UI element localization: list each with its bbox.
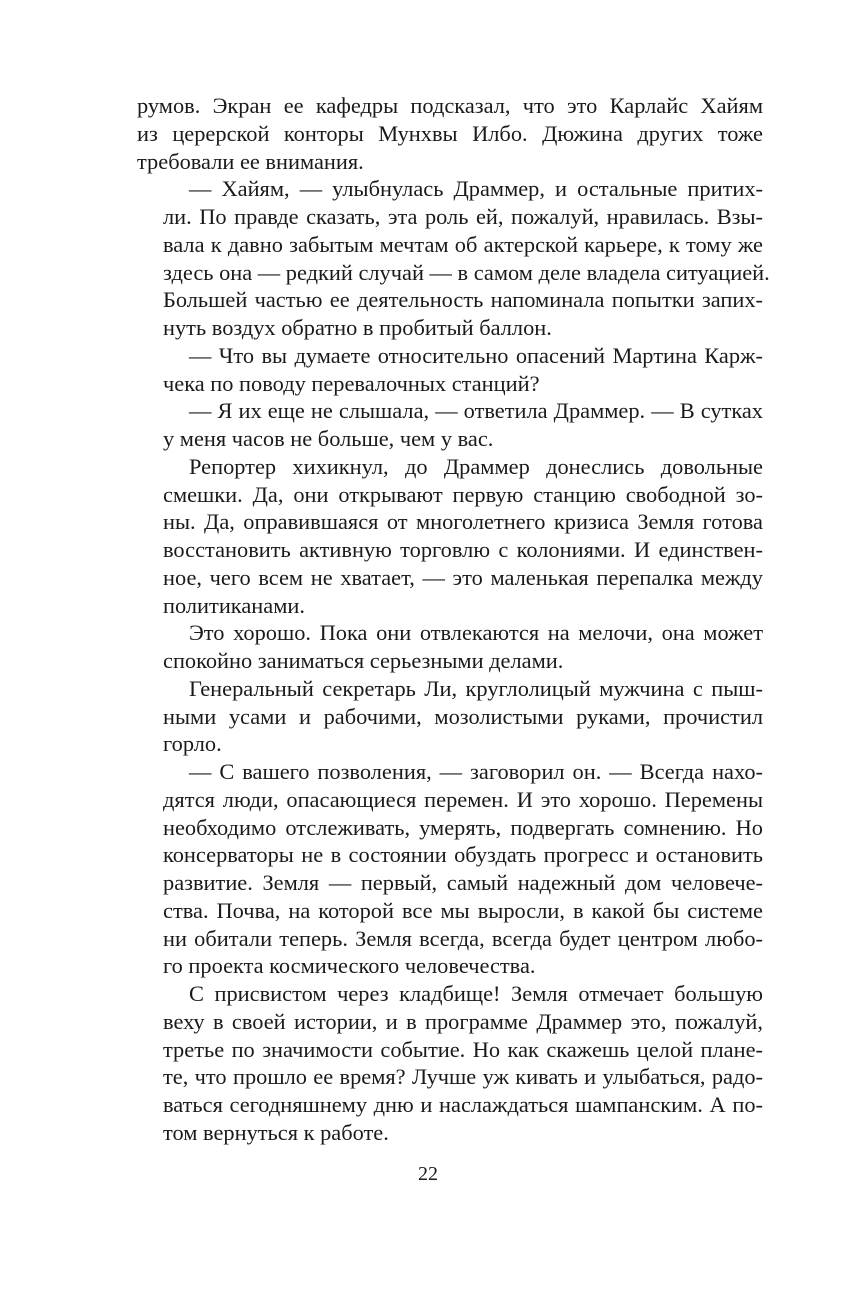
text-line: Репортер хихикнул, до Драммер донеслись довольные: [189, 453, 763, 479]
text-line: го проекта космического человечества.: [163, 953, 536, 979]
text-line: смешки. Да, они открывают первую станцию свободной зо-: [163, 481, 763, 507]
text-line: румов. Экран ее кафедры подсказал, что это Карлайс Хайям: [137, 93, 763, 118]
paragraph: [137, 397, 763, 453]
text-line: ни обитали теперь. Земля всегда, всегда будет центром любо-: [163, 925, 763, 951]
text-line: те, что прошло ее время? Лучше уж кивать и улыбаться, радо-: [163, 1064, 763, 1090]
text-line: дятся люди, опасающиеся перемен. И это хорошо. Перемены: [163, 786, 763, 812]
text-line: горло.: [163, 731, 222, 757]
text-line: С присвистом через кладбище! Земля отмечает большую: [189, 981, 763, 1006]
paragraph: [137, 453, 763, 620]
text-line: ны. Да, оправившаяся от многолетнего кризиса Земля готова: [163, 509, 763, 535]
paragraph: [137, 619, 763, 675]
text-line: Это хорошо. Пока они отвлекаются на мелочи, она может: [189, 620, 763, 646]
paragraph: [137, 980, 763, 1147]
text-line: веху в своей истории, и в программе Драммер это, пожалуй,: [163, 1008, 763, 1034]
body-text: [137, 92, 770, 1147]
text-line: Большей частью ее деятельность напоминала попытки запих-: [163, 287, 763, 313]
text-line: у меня часов не больше, чем у вас.: [163, 426, 494, 451]
text-line: требовали ее внимания.: [137, 148, 364, 174]
paragraph: [137, 92, 763, 175]
text-line: том вернуться к работе.: [163, 1119, 389, 1145]
text-line: спокойно заниматься серьезными делами.: [163, 648, 564, 673]
text-line: политиканами.: [163, 592, 305, 618]
paragraph: [137, 175, 770, 342]
text-line: третье по значимости событие. Но как скажешь целой плане-: [163, 1036, 763, 1062]
text-line: восстановить активную торговлю с колониями. И единствен-: [163, 537, 763, 562]
text-line: ными усами и рабочими, мозолистыми руками, прочистил: [163, 703, 763, 729]
text-line: развитие. Земля — первый, самый надежный дом человече-: [163, 870, 763, 895]
text-line: ли. По правде сказать, эта роль ей, пожалуй, нравилась. Взы-: [163, 204, 763, 229]
text-line: — Что вы думаете относительно опасений Мартина Карж-: [189, 342, 763, 368]
text-line: Генеральный секретарь Ли, круглолицый мужчина с пыш-: [189, 675, 763, 701]
text-line: — С вашего позволения, — заговорил он. — Всегда нахо-: [189, 759, 763, 784]
text-line: ства. Почва, на которой все мы выросли, в какой бы системе: [163, 897, 763, 923]
text-line: вала к давно забытым мечтам об актерской карьере, к тому же: [163, 231, 763, 257]
text-line: здесь она — редкий случай — в самом деле владела ситуацией.: [163, 259, 770, 285]
paragraph: [137, 342, 763, 398]
text-line: — Хайям, — улыбнулась Драммер, и остальные притих-: [189, 176, 763, 202]
page-number: 22: [418, 1163, 438, 1185]
text-line: чека по поводу перевалочных станций?: [163, 370, 540, 396]
text-line: из церерской конторы Мунхвы Илбо. Дюжина других тоже: [137, 120, 763, 146]
text-line: ваться сегодняшнему дню и наслаждаться шампанским. А по-: [163, 1092, 763, 1117]
text-line: необходимо отслеживать, умерять, подвергать сомнению. Но: [163, 814, 763, 840]
text-line: нуть воздух обратно в пробитый баллон.: [163, 315, 552, 340]
text-line: консерваторы не в состоянии обуздать прогресс и остановить: [163, 842, 763, 868]
paragraph: [137, 675, 763, 758]
text-line: — Я их еще не слышала, — ответила Драммер. — В сутках: [189, 398, 763, 424]
paragraph: [137, 758, 763, 980]
text-line: ное, чего всем не хватает, — это маленькая перепалка между: [163, 564, 763, 590]
